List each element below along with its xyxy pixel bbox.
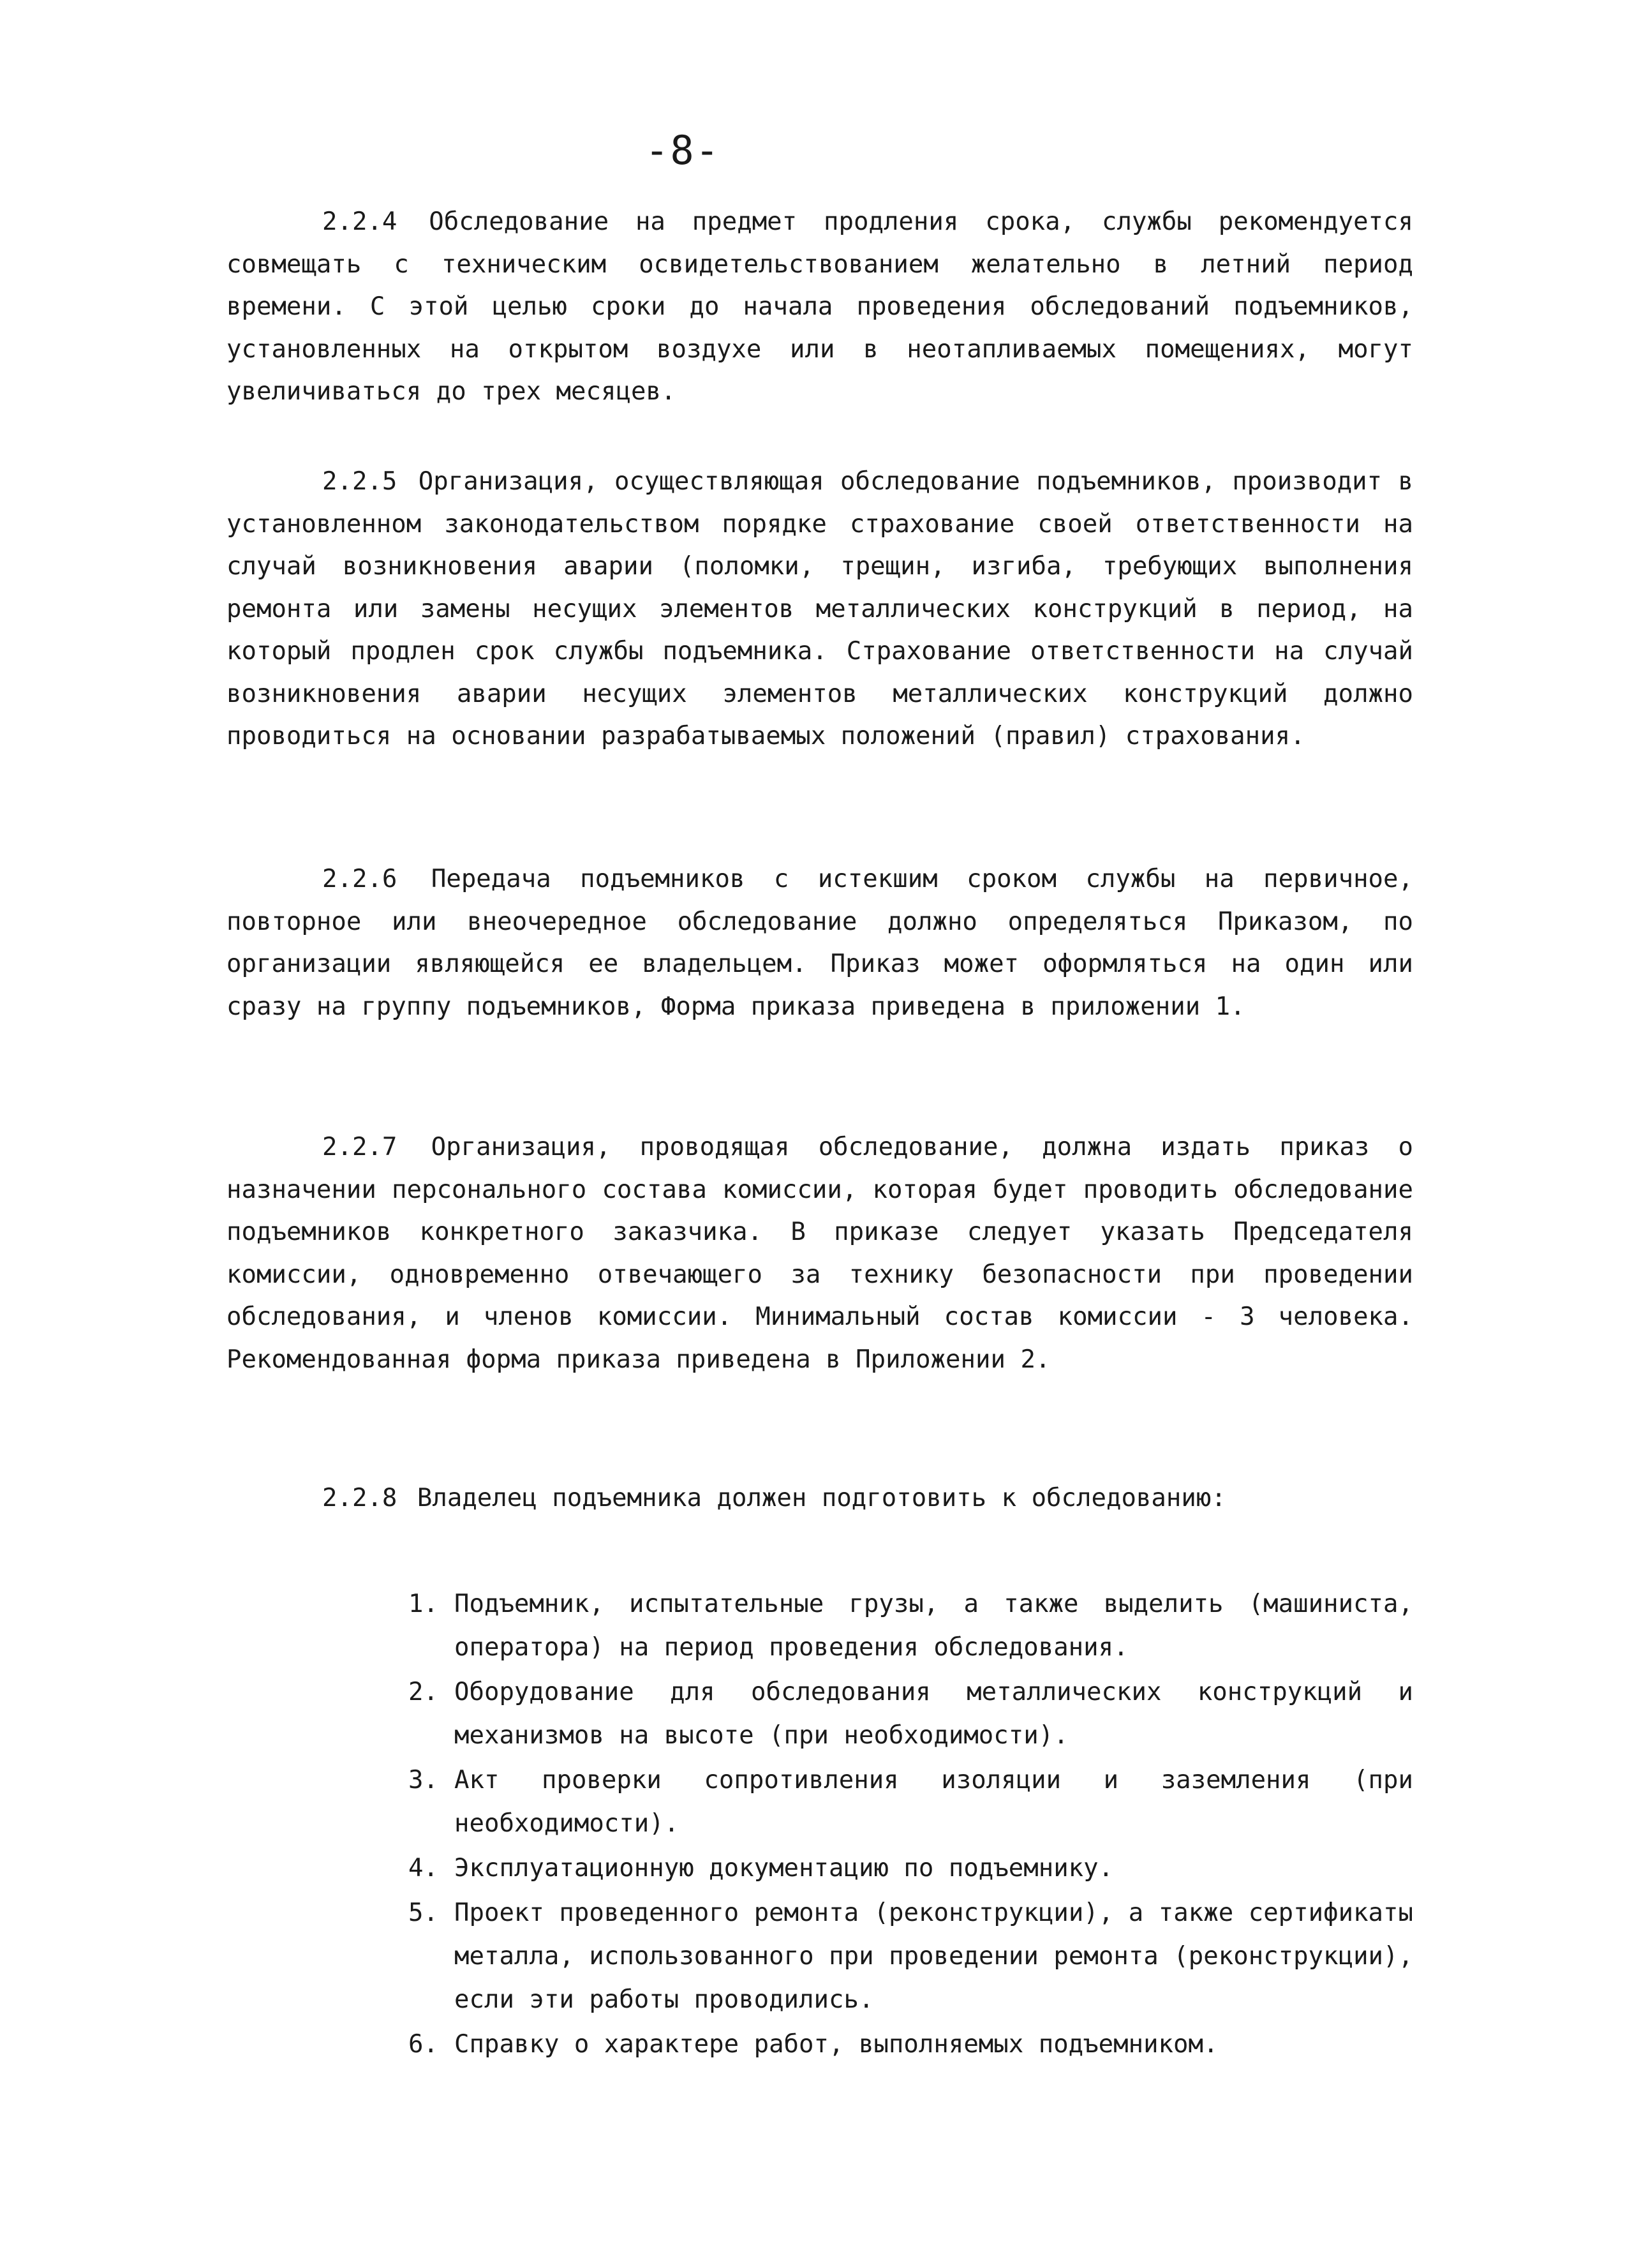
page-number: -8-	[645, 127, 720, 174]
list-item	[408, 1891, 1413, 2022]
paragraph-number: 2.2.8	[322, 1484, 397, 1512]
list-item-text: Подъемник, испытательные грузы, а также выделить (машиниста, оператора) на период проведения обследования.	[454, 1590, 1413, 1662]
list-item	[408, 1671, 1413, 1757]
paragraph-2-2-6	[226, 858, 1413, 1028]
list-item	[408, 1759, 1413, 1846]
paragraph-number: 2.2.5	[322, 467, 397, 496]
list-item	[408, 2023, 1413, 2066]
paragraph-2-2-8	[226, 1477, 1413, 1520]
list-item-text: Справку о характере работ, выполняемых подъемником.	[454, 2030, 1219, 2059]
paragraph-2-2-7	[226, 1126, 1413, 1381]
list-item	[408, 1847, 1413, 1890]
list-marker: 4.	[408, 1854, 438, 1883]
paragraph-text: Владелец подъемника должен подготовить к обследованию:	[417, 1484, 1226, 1512]
list-item-text: Акт проверки сопротивления изоляции и заземления (при необходимости).	[454, 1766, 1413, 1838]
preparation-list	[408, 1583, 1413, 2068]
list-item	[408, 1583, 1413, 1669]
paragraph-text: Организация, осуществляющая обследование подъемников, производит в установленном законодательством порядке страхование своей ответственности на случай возникновения аварии (поломки, трещин, изгиба, требующих выполнения ремонта или замены несущих элементов металлических конструкций в период, на который продлен срок службы подъемника. Страхование ответственности на случай возникновения аварии несущих элементов металлических конструкций должно проводиться на основании разрабатываемых положений (правил) страхования.	[226, 467, 1413, 750]
list-marker: 2.	[408, 1678, 438, 1706]
paragraph-2-2-5	[226, 461, 1413, 758]
paragraph-number: 2.2.7	[322, 1133, 397, 1161]
paragraph-text: Организация, проводящая обследование, должна издать приказ о назначении персонального состава комиссии, которая будет проводить обследование подъемников конкретного заказчика. В приказе следует указать Председателя комиссии, одновременно отвечающего за технику безопасности при проведении обследования, и членов комиссии. Минимальный состав комиссии - 3 человека. Рекомендованная форма приказа приведена в Приложении 2.	[226, 1133, 1413, 1374]
list-item-text: Эксплуатационную документацию по подъемнику.	[454, 1854, 1114, 1883]
list-marker: 6.	[408, 2030, 438, 2059]
list-item-text: Проект проведенного ремонта (реконструкции), а также сертификаты металла, использованного при проведении ремонта (реконструкции), если эти работы проводились.	[454, 1899, 1413, 2014]
list-marker: 3.	[408, 1766, 438, 1794]
paragraph-2-2-4	[226, 201, 1413, 414]
paragraph-text: Обследование на предмет продления срока, службы рекомендуется совмещать с техническим освидетельствованием желательно в летний период времени. С этой целью сроки до начала проведения обследований подъемников, установленных на открытом воздухе или в неотапливаемых помещениях, могут увеличиваться до трех месяцев.	[226, 207, 1413, 406]
list-marker: 5.	[408, 1899, 438, 1927]
paragraph-text: Передача подъемников с истекшим сроком службы на первичное, повторное или внеочередное обследование должно определяться Приказом, по организации являющейся ее владельцем. Приказ может оформляться на один или сразу на группу подъемников, Форма приказа приведена в приложении 1.	[226, 865, 1413, 1021]
list-marker: 1.	[408, 1590, 438, 1618]
paragraph-number: 2.2.4	[322, 207, 397, 236]
list-item-text: Оборудование для обследования металлических конструкций и механизмов на высоте (при необходимости).	[454, 1678, 1413, 1750]
paragraph-number: 2.2.6	[322, 865, 397, 893]
